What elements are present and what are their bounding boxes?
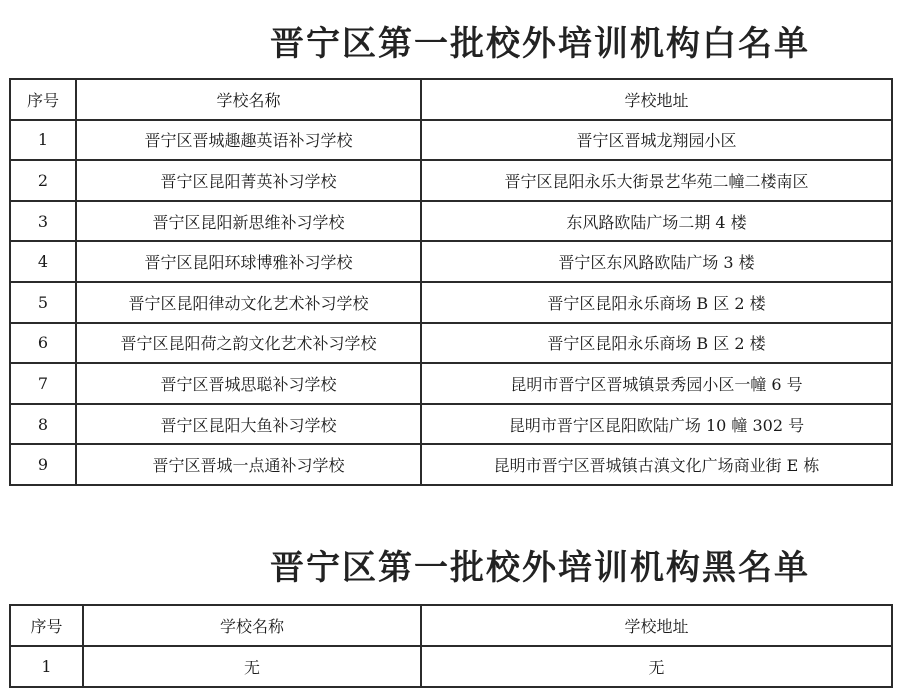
cell-address: 昆明市晋宁区昆阳欧陆广场 10 幢 302 号 — [421, 404, 892, 445]
cell-no: 8 — [10, 404, 76, 445]
header-no: 序号 — [10, 605, 83, 646]
table-row — [10, 241, 892, 282]
cell-no: 7 — [10, 363, 76, 404]
table-row — [10, 160, 892, 201]
cell-no: 1 — [10, 120, 76, 161]
table-row — [10, 646, 892, 687]
white-list-table — [9, 78, 893, 486]
table-row — [10, 323, 892, 364]
cell-address: 晋宁区昆阳永乐商场 B 区 2 楼 — [421, 282, 892, 323]
cell-no: 3 — [10, 201, 76, 242]
cell-no: 6 — [10, 323, 76, 364]
table-row — [10, 282, 892, 323]
cell-no: 5 — [10, 282, 76, 323]
cell-name: 晋宁区昆阳新思维补习学校 — [76, 201, 421, 242]
cell-address: 无 — [421, 646, 892, 687]
cell-name: 晋宁区昆阳环球博雅补习学校 — [76, 241, 421, 282]
table-header-row — [10, 79, 892, 120]
cell-address: 昆明市晋宁区晋城镇景秀园小区一幢 6 号 — [421, 363, 892, 404]
cell-name: 晋宁区昆阳菁英补习学校 — [76, 160, 421, 201]
black-list-title: 晋宁区第一批校外培训机构黑名单 — [270, 548, 810, 588]
header-name: 学校名称 — [76, 79, 421, 120]
header-address: 学校地址 — [421, 79, 892, 120]
cell-address: 昆明市晋宁区晋城镇古滇文化广场商业街 E 栋 — [421, 444, 892, 485]
cell-address: 东风路欧陆广场二期 4 楼 — [421, 201, 892, 242]
header-address: 学校地址 — [421, 605, 892, 646]
table-row — [10, 120, 892, 161]
cell-address: 晋宁区晋城龙翔园小区 — [421, 120, 892, 161]
cell-no: 4 — [10, 241, 76, 282]
table-row — [10, 363, 892, 404]
table-row — [10, 201, 892, 242]
cell-no: 1 — [10, 646, 83, 687]
cell-name: 晋宁区昆阳荷之韵文化艺术补习学校 — [76, 323, 421, 364]
cell-address: 晋宁区东风路欧陆广场 3 楼 — [421, 241, 892, 282]
black-list-table — [9, 604, 893, 688]
cell-name: 晋宁区昆阳大鱼补习学校 — [76, 404, 421, 445]
cell-name: 晋宁区晋城一点通补习学校 — [76, 444, 421, 485]
header-no: 序号 — [10, 79, 76, 120]
cell-address: 晋宁区昆阳永乐大街景艺华苑二幢二楼南区 — [421, 160, 892, 201]
table-row — [10, 444, 892, 485]
cell-no: 2 — [10, 160, 76, 201]
header-name: 学校名称 — [83, 605, 421, 646]
cell-name: 无 — [83, 646, 421, 687]
table-row — [10, 404, 892, 445]
white-list-title: 晋宁区第一批校外培训机构白名单 — [270, 24, 810, 64]
cell-address: 晋宁区昆阳永乐商场 B 区 2 楼 — [421, 323, 892, 364]
cell-no: 9 — [10, 444, 76, 485]
cell-name: 晋宁区昆阳律动文化艺术补习学校 — [76, 282, 421, 323]
cell-name: 晋宁区晋城思聪补习学校 — [76, 363, 421, 404]
cell-name: 晋宁区晋城趣趣英语补习学校 — [76, 120, 421, 161]
table-header-row — [10, 605, 892, 646]
